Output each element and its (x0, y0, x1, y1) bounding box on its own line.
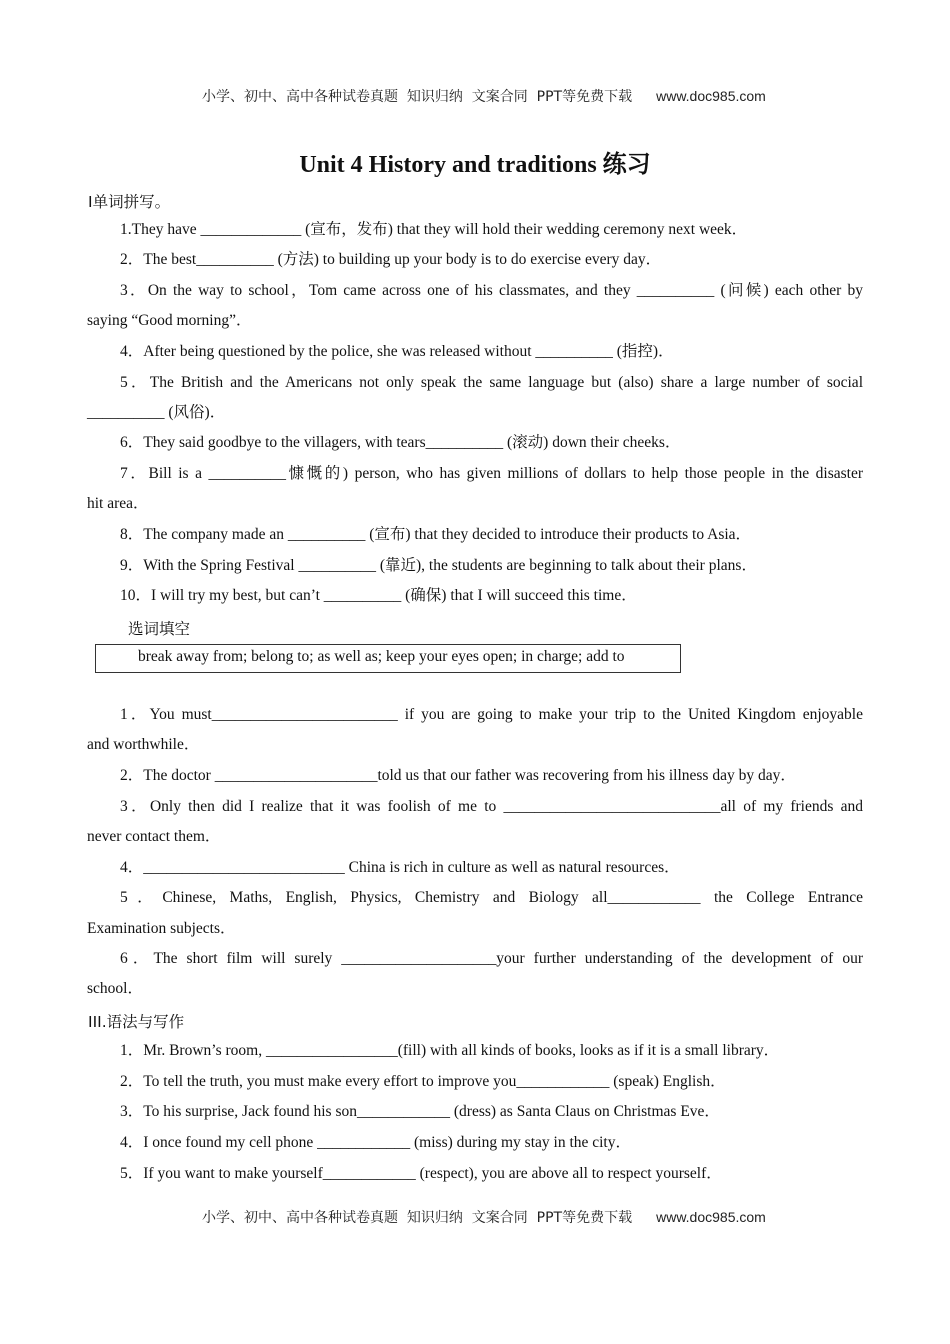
section1-line: 4．After being questioned by the police, she was released without __________ (指控)． (120, 343, 674, 360)
section1-line: 9．With the Spring Festival __________ (靠近), the students are beginning to talk about their plans． (120, 557, 757, 574)
section1-line: 2．The best__________ (方法) to building up your body is to do exercise every day． (120, 251, 662, 268)
section1-line: 10．I will try my best, but can’t __________ (确保) that I will succeed this time． (120, 587, 637, 604)
word-bank-text: break away from; belong to; as well as; keep your eyes open; in charge; add to (138, 648, 625, 665)
section2-line: Examination subjects． (87, 920, 236, 937)
section3-line: 4．I once found my cell phone ____________ (miss) during my stay in the city． (120, 1134, 631, 1151)
header-banner (0, 70, 950, 122)
section1-line: 1.They have _____________ (宣布，发布) that they will hold their wedding ceremony next week． (120, 221, 748, 238)
section1-line: saying “Good morning”． (87, 312, 252, 329)
header-banner-text: 小学、初中、高中各种试卷真题 知识归纳 文案合同 PPT等免费下载 (201, 89, 633, 105)
section3-heading: III.语法与写作 (88, 1013, 185, 1031)
section1-line: __________ (风俗)． (87, 404, 226, 421)
section1-line: hit area． (87, 495, 149, 512)
section2-line: 3．Only then did I realize that it was foolish of me to ____________________________all of my friends and (120, 798, 863, 815)
page-title: Unit 4 History and traditions 练习 (299, 152, 651, 178)
section2-line: 1．You must________________________ if you are going to make your trip to the United Kingdom enjoyable (120, 706, 863, 723)
section2-heading: 选词填空 (128, 620, 191, 638)
section2-line: and worthwhile． (87, 736, 200, 753)
section1-line: 7．Bill is a __________慷慨的) person, who has given millions of dollars to help those people in the disaster (120, 465, 863, 482)
section1-line: 8．The company made an __________ (宣布) that they decided to introduce their products to Asia． (120, 526, 752, 543)
section1-line: 5．The British and the Americans not only speak the same language but (also) share a large number of social (120, 374, 863, 391)
footer-banner (0, 1191, 950, 1243)
section2-line: never contact them． (87, 828, 221, 845)
section3-line: 1．Mr. Brown’s room, _________________(fill) with all kinds of books, looks as if it is a small library． (120, 1042, 780, 1059)
section3-line: 5．If you want to make yourself____________ (respect), you are above all to respect yourself． (120, 1165, 722, 1182)
section2-line: 4．__________________________ China is rich in culture as well as natural resources． (120, 859, 680, 876)
footer-banner-url[interactable]: www.doc985.com (656, 1209, 766, 1225)
section3-line: 2．To tell the truth, you must make every effort to improve you____________ (speak) English． (120, 1073, 726, 1090)
section1-heading: Ⅰ单词拼写。 (88, 193, 171, 211)
header-banner-url[interactable]: www.doc985.com (656, 88, 766, 104)
section3-line: 3．To his surprise, Jack found his son____________ (dress) as Santa Claus on Christmas Eve． (120, 1103, 720, 1120)
section1-line: 3．On the way to school，Tom came across one of his classmates, and they __________ (问候) each other by (120, 282, 863, 299)
footer-banner-text: 小学、初中、高中各种试卷真题 知识归纳 文案合同 PPT等免费下载 (201, 1210, 633, 1226)
section1-line: 6．They said goodbye to the villagers, with tears__________ (滚动) down their cheeks． (120, 434, 681, 451)
section2-line: 6．The short film will surely ____________________your further understanding of the development of our (120, 950, 863, 967)
section2-line: 5．Chinese, Maths, English, Physics, Chemistry and Biology all____________ the College Entrance (120, 889, 863, 906)
word-bank-box (95, 644, 681, 673)
section2-line: 2．The doctor _____________________told us that our father was recovering from his illness day by day． (120, 767, 796, 784)
section2-line: school． (87, 980, 143, 997)
